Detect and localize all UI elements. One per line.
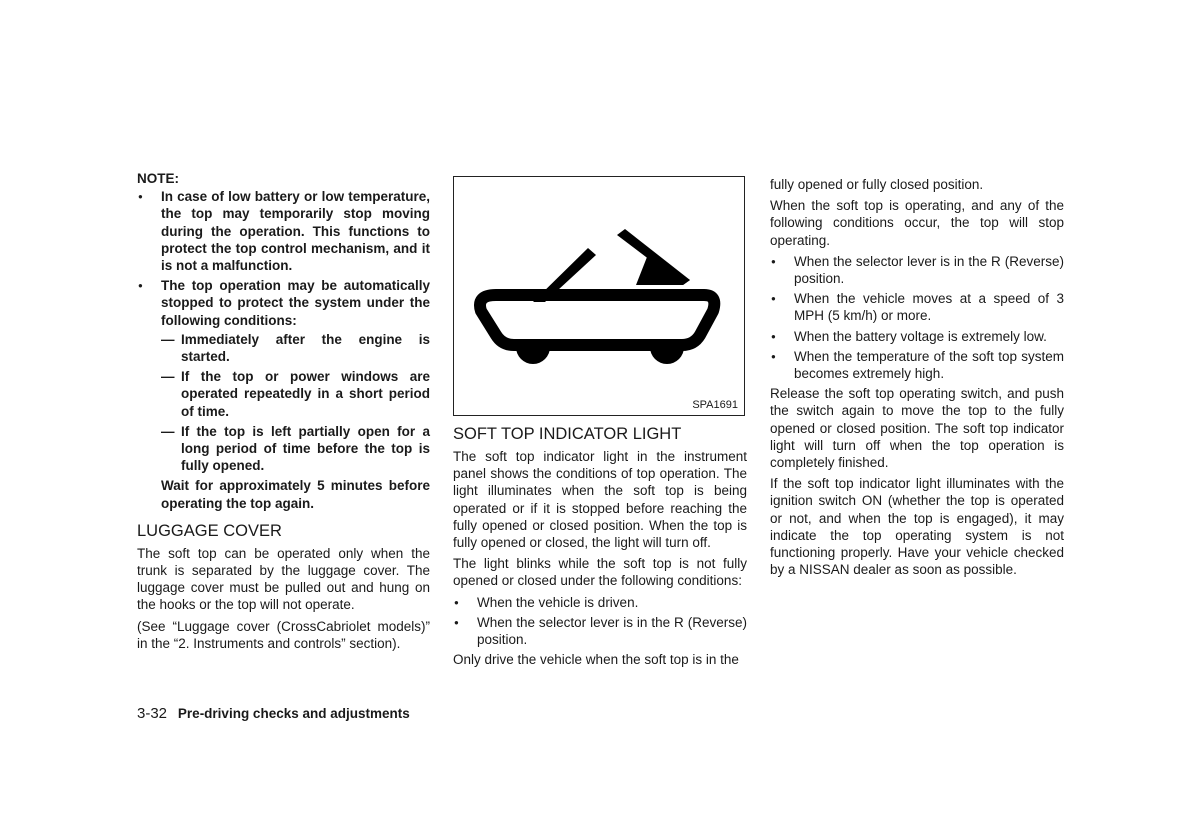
note-title: NOTE: [137,171,179,186]
indicator-paragraph: Only drive the vehicle when the soft top is in the [453,652,739,668]
column-middle [453,170,747,672]
condition-list [161,331,430,475]
list-item: ● When the vehicle is driven. [453,594,747,611]
luggage-cover-heading: LUGGAGE COVER [137,521,282,540]
indicator-paragraph: The soft top indicator light in the instrument panel shows the conditions of top operation. The light illuminates when the soft top is being operated or if it is stopped before reaching the fully opened or closed position. When the top is fully opened or closed, the light will turn off. [453,449,747,551]
list-item: ● When the selector lever is in the R (Reverse) position. [453,614,747,648]
stop-condition-list [770,253,1064,382]
wait-text: Wait for approximately 5 minutes before operating the top again. [161,478,430,511]
note-item-text: The top operation may be automatically stopped to protect the system under the following conditions: [161,278,430,328]
figure-label: SPA1691 [692,399,738,411]
release-paragraph: Release the soft top operating switch, and push the switch again to move the top to the fully opened or closed position. The soft top indicator light will turn off when the top operation is completely finished. [770,386,1064,471]
warning-paragraph: If the soft top indicator light illuminates with the ignition switch ON (whether the top is operated or not, and when the top is engaged), it may indicate the top operating system is not functioning properly. Have your vehicle checked by a NISSAN dealer as soon as possible. [770,476,1064,578]
column-right [770,176,1064,582]
condition-item: — Immediately after the engine is started. [161,331,430,365]
list-item: ● When the battery voltage is extremely low. [770,328,1064,345]
indicator-light-heading: SOFT TOP INDICATOR LIGHT [453,425,682,443]
stop-paragraph: When the soft top is operating, and any of the following conditions occur, the top will stop operating. [770,198,1064,248]
note-item [137,277,430,474]
blink-condition-list [453,594,747,649]
continued-paragraph: fully opened or fully closed position. [770,177,984,192]
list-item: ● When the temperature of the soft top system becomes extremely high. [770,348,1064,382]
list-item: ● When the selector lever is in the R (Reverse) position. [770,253,1064,287]
list-item: ● When the vehicle moves at a speed of 3 MPH (5 km/h) or more. [770,290,1064,324]
column-left [137,170,430,656]
condition-item: — If the top or power windows are operated repeatedly in a short period of time. [161,368,430,420]
luggage-reference: (See “Luggage cover (CrossCabriolet models)” in the “2. Instruments and controls” section). [137,618,430,651]
condition-item: — If the top is left partially open for a long period of time before the top is fully opened. [161,423,430,475]
indicator-paragraph: The light blinks while the soft top is not fully opened or closed under the following conditions: [453,556,747,589]
luggage-paragraph: The soft top can be operated only when the trunk is separated by the luggage cover. The luggage cover must be pulled out and hung on the hooks or the top will not operate. [137,545,430,613]
soft-top-car-icon [454,177,744,415]
note-item: ● In case of low battery or low temperature, the top may temporarily stop moving during the operation. This functions to protect the top control mechanism, and it is not a malfunction. [137,188,430,274]
page-footer [137,704,410,723]
section-title: Pre-driving checks and adjustments [177,706,410,721]
page-number: 3-32 [137,705,168,722]
figure-box [453,176,745,416]
note-list [137,188,430,474]
